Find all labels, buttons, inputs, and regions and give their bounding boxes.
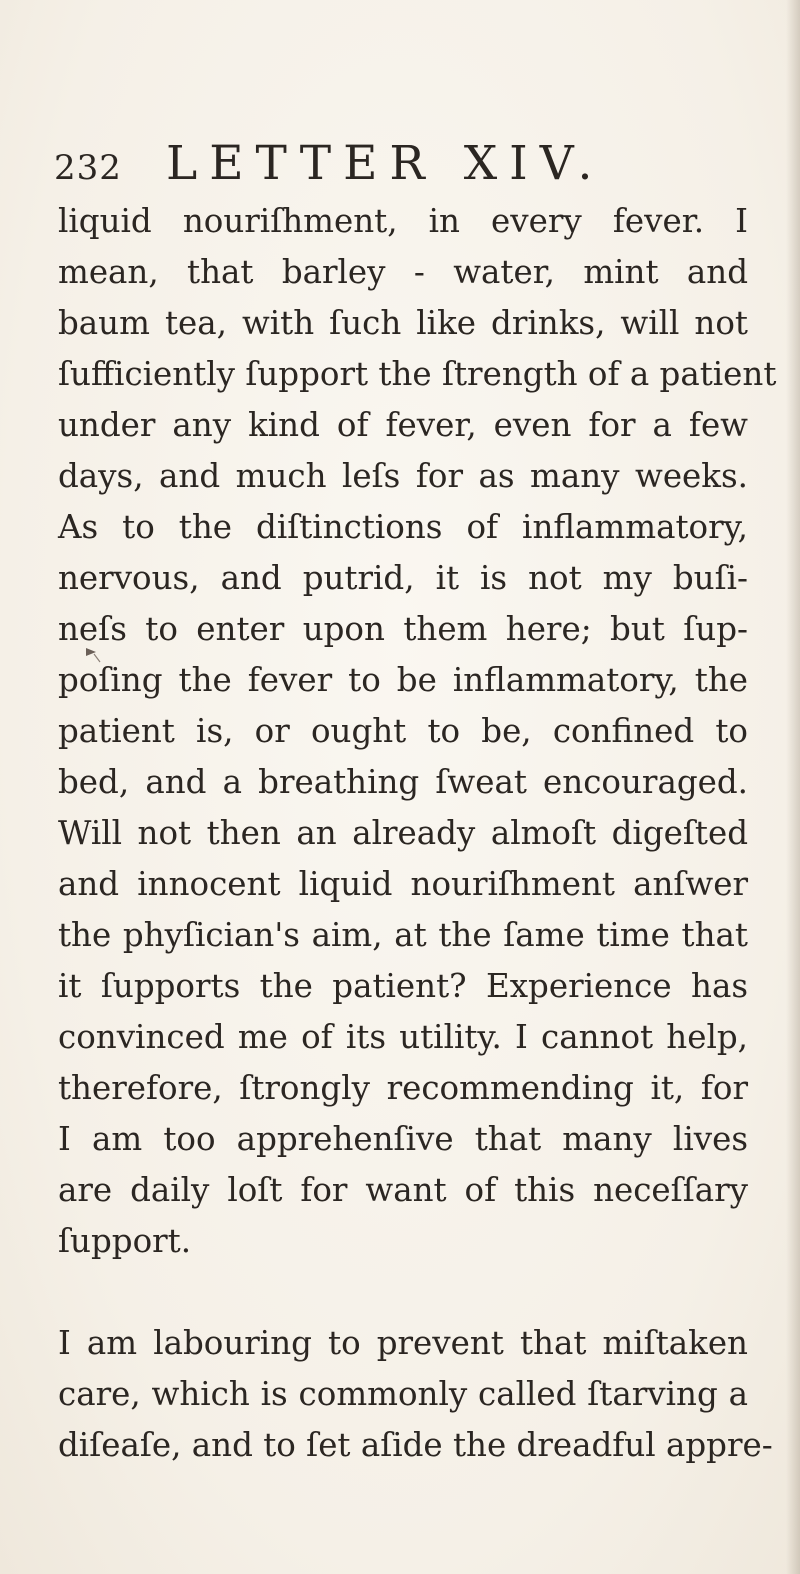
text-line: liquid nouriſhment, in every fever. I: [58, 202, 748, 240]
text-line: patient is, or ought to be, confined to: [58, 712, 748, 750]
page-header: [54, 136, 754, 196]
paragraph-1: [58, 196, 777, 1267]
text-line: therefore, ſtrongly recommending it, for: [58, 1069, 748, 1107]
text-line: Will not then an already almoſt digeſted: [58, 814, 748, 852]
text-line: days, and much leſs for as many weeks.: [58, 457, 748, 495]
text-line: nervous, and putrid, it is not my buſi-: [58, 559, 748, 597]
text-line: I am too apprehenſive that many lives: [58, 1120, 748, 1158]
text-line: ſufficiently ſupport the ſtrength of a patient: [58, 355, 777, 393]
text-line: and innocent liquid nouriſhment anſwer: [58, 865, 748, 903]
page-edge-shadow: [786, 0, 800, 1574]
text-line: mean, that barley - water, mint and: [58, 253, 748, 291]
paragraph-gap: [58, 1267, 748, 1318]
running-title: LETTER XIV.: [166, 136, 605, 191]
text-line: under any kind of fever, even for a few: [58, 406, 748, 444]
text-line: As to the diſtinctions of inflammatory,: [58, 508, 748, 546]
text-line: baum tea, with ſuch like drinks, will not: [58, 304, 748, 342]
text-line: ſupport.: [58, 1222, 192, 1260]
text-line: the phyſician's aim, at the ſame time that: [58, 916, 748, 954]
text-line: convinced me of its utility. I cannot help,: [58, 1018, 748, 1056]
text-line: are daily loſt for want of this neceſſary: [58, 1171, 748, 1209]
text-line: bed, and a breathing ſweat encouraged.: [58, 763, 748, 801]
page-number: 232: [54, 148, 122, 188]
paragraph-2: [58, 1318, 773, 1471]
text-line: neſs to enter upon them here; but ſup-: [58, 610, 748, 648]
text-line: care, which is commonly called ſtarving a: [58, 1375, 748, 1413]
text-line: it ſupports the patient? Experience has: [58, 967, 748, 1005]
text-line: I am labouring to prevent that miſtaken: [58, 1324, 748, 1362]
text-line: poſing the fever to be inflammatory, the: [58, 661, 748, 699]
text-line: diſeaſe, and to ſet aſide the dreadful appre-: [58, 1426, 773, 1464]
letter-body: [58, 196, 777, 1471]
